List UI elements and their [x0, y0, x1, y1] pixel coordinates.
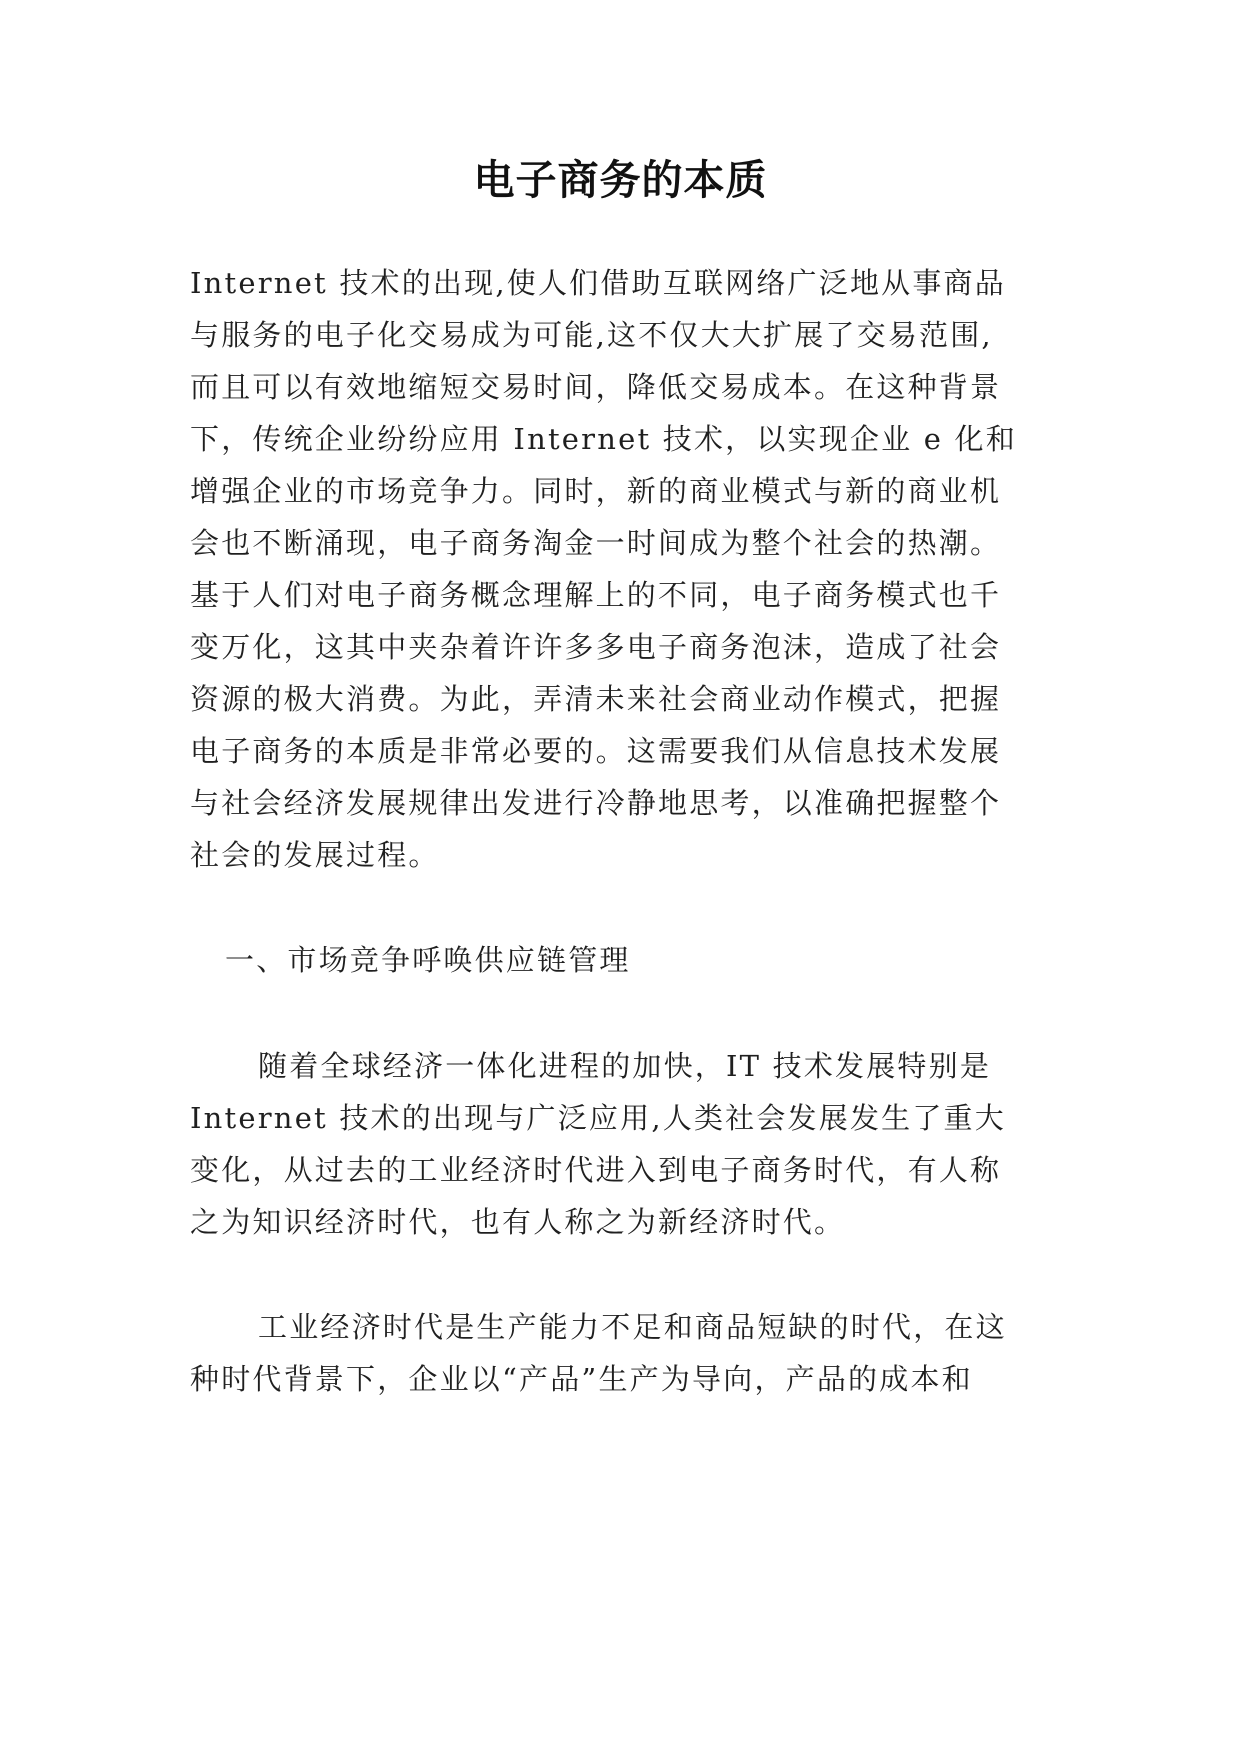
paragraph-line: Internet 技术的出现,使人们借助互联网络广泛地从事商品	[190, 266, 1006, 300]
paragraph-line: 与社会经济发展规律出发进行冷静地思考，以准确把握整个	[190, 786, 1002, 820]
paragraph-line: 社会的发展过程。	[190, 838, 440, 872]
paragraph-line: 会也不断涌现，电子商务淘金一时间成为整个社会的热潮。	[190, 526, 1002, 560]
paragraph-line: 随着全球经济一体化进程的加快，IT 技术发展特别是	[258, 1049, 992, 1083]
paragraph-line: 而且可以有效地缩短交易时间，降低交易成本。在这种背景	[190, 370, 1002, 404]
paragraph-line: 变化，从过去的工业经济时代进入到电子商务时代，有人称	[190, 1153, 1002, 1187]
paragraph-line: 种时代背景下，企业以“产品”生产为导向，产品的成本和	[190, 1362, 973, 1396]
paragraph-line: 增强企业的市场竞争力。同时，新的商业模式与新的商业机	[190, 474, 1002, 508]
paragraph-line: 变万化，这其中夹杂着许许多多电子商务泡沫，造成了社会	[190, 630, 1002, 664]
paragraph-line: 下，传统企业纷纷应用 Internet 技术，以实现企业 e 化和	[190, 422, 1017, 456]
paragraph-line: 工业经济时代是生产能力不足和商品短缺的时代，在这	[258, 1310, 1007, 1344]
paragraph-line: 电子商务的本质是非常必要的。这需要我们从信息技术发展	[190, 734, 1002, 768]
section-heading: 一、市场竞争呼唤供应链管理	[225, 943, 631, 977]
paragraph-line: Internet 技术的出现与广泛应用,人类社会发展发生了重大	[190, 1101, 1006, 1135]
paragraph-line: 与服务的电子化交易成为可能,这不仅大大扩展了交易范围,	[190, 318, 993, 352]
paragraph-line: 基于人们对电子商务概念理解上的不同，电子商务模式也千	[190, 578, 1002, 612]
paragraph-line: 资源的极大消费。为此，弄清未来社会商业动作模式，把握	[190, 682, 1002, 716]
paragraph-line: 之为知识经济时代，也有人称之为新经济时代。	[190, 1205, 846, 1239]
document-title: 电子商务的本质	[473, 156, 768, 204]
